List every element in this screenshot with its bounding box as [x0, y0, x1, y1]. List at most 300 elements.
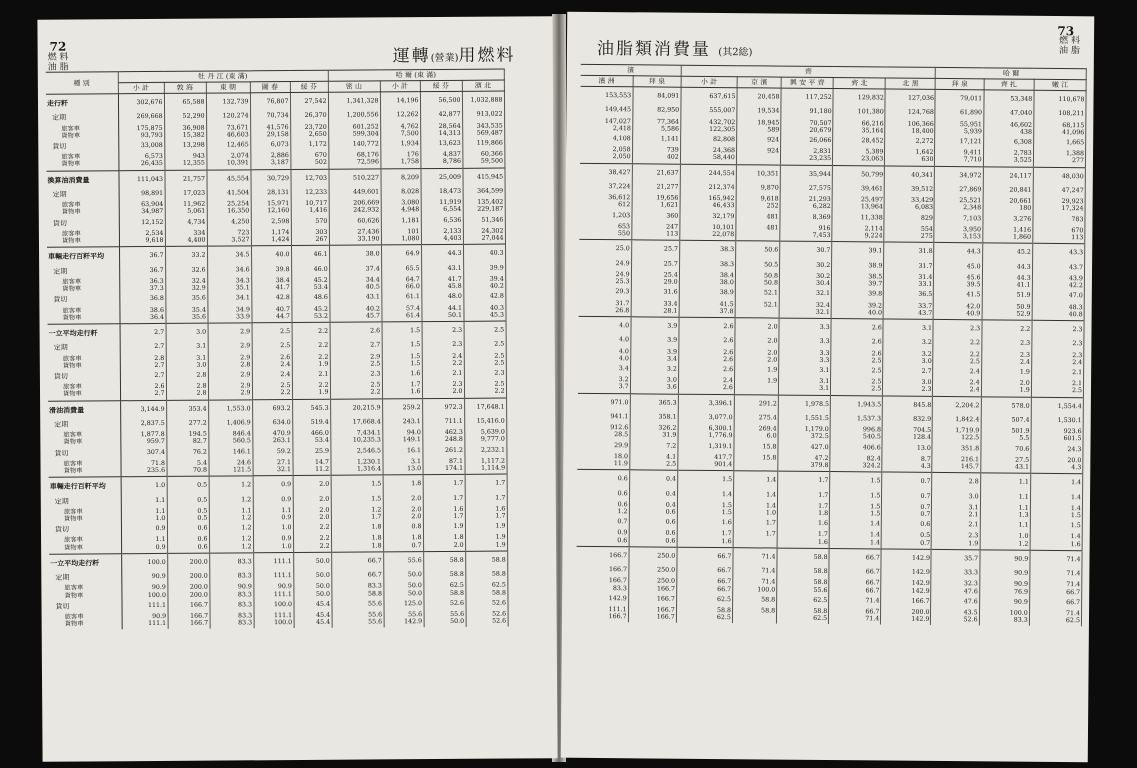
- corner-label: [1059, 36, 1080, 56]
- cell-value: 1.7: [495, 512, 506, 520]
- cell-value: 55.6: [408, 611, 423, 619]
- data-cell: [736, 164, 781, 241]
- row-label: 旅客車: [62, 278, 82, 286]
- cell-value: 45.2: [313, 305, 328, 313]
- cell-value: 248.8: [444, 436, 463, 444]
- cell-value: 40.9: [966, 309, 981, 318]
- cell-value: 11,962: [183, 200, 206, 209]
- cell-value: 3.2: [618, 376, 629, 384]
- data-cell: [209, 476, 254, 553]
- cell-value: 507.4: [1011, 416, 1030, 424]
- cell-value: 7,103: [963, 214, 982, 222]
- cell-value: 3.9: [667, 336, 678, 344]
- cell-value: 22,078: [712, 231, 735, 239]
- cell-value: 35,164: [861, 127, 884, 135]
- cell-value: 2.1: [968, 521, 979, 529]
- row-label: 定期: [53, 267, 68, 276]
- cell-value: 0.4: [665, 490, 676, 498]
- cell-value: 2.7: [154, 328, 165, 336]
- cell-value: 519.4: [310, 418, 329, 426]
- cell-value: 17,648.1: [476, 403, 505, 411]
- cell-value: 2.6: [723, 355, 734, 363]
- cell-value: 40.8: [1068, 310, 1083, 318]
- row-label: 貨物車: [63, 438, 83, 446]
- cell-value: 71.4: [1066, 581, 1081, 589]
- cell-value: 60,626: [357, 217, 380, 225]
- cell-value: 142.9: [911, 568, 930, 577]
- cell-value: 9,618: [760, 195, 779, 203]
- cell-value: 417.7: [714, 453, 733, 462]
- cell-value: 1.2: [241, 524, 252, 532]
- cell-value: [734, 614, 775, 622]
- cell-value: 71.4: [1065, 610, 1081, 618]
- data-cell: [576, 546, 629, 623]
- data-cell: [885, 89, 936, 166]
- data-cell: [330, 322, 383, 399]
- cell-value: 0.5: [197, 507, 208, 515]
- row-label: 定期: [53, 343, 68, 352]
- cell-value: 2.6: [280, 353, 291, 361]
- cell-value: 46.1: [313, 251, 328, 259]
- data-cell: [251, 246, 292, 323]
- cell-value: 569,487: [476, 129, 503, 137]
- data-cell: [208, 399, 253, 476]
- cell-value: 110,678: [1058, 96, 1085, 104]
- data-cell: [578, 316, 631, 393]
- cell-value: 5.4: [196, 459, 208, 467]
- cell-value: 38.6: [149, 306, 164, 314]
- cell-value: 1,642: [915, 149, 934, 157]
- cell-value: 3.4: [618, 365, 629, 373]
- page-title: [597, 34, 753, 60]
- cell-value: 12,465: [226, 141, 249, 149]
- cell-value: 235.6: [147, 466, 166, 475]
- cell-value: 2.0: [767, 356, 778, 364]
- cell-value: 554: [920, 225, 933, 233]
- cell-value: 21,637: [656, 169, 679, 177]
- data-cell: [380, 168, 421, 245]
- data-cell: [252, 322, 293, 399]
- cell-value: 2,886: [270, 152, 289, 160]
- cell-value: 1.7: [495, 494, 506, 502]
- cell-value: 1,665: [1066, 139, 1085, 147]
- data-cell: [121, 553, 168, 629]
- cell-value: 32.1: [815, 290, 831, 298]
- cell-value: 2.5: [370, 381, 381, 389]
- cell-value: 275.4: [758, 414, 777, 422]
- cell-value: 41.1: [1016, 281, 1031, 289]
- cell-value: 0.7: [920, 539, 931, 547]
- cell-value: 2.5: [969, 357, 980, 366]
- cell-value: 93,793: [140, 131, 163, 139]
- data-cell: [881, 549, 932, 626]
- cell-value: 2.5: [280, 342, 291, 350]
- cell-value: 56,500: [438, 96, 461, 105]
- cell-value: 244,554: [708, 169, 735, 177]
- cell-value: 924: [767, 136, 780, 144]
- cell-value: 33.9: [235, 313, 251, 321]
- cell-value: 83.3: [237, 558, 252, 566]
- data-cell: [167, 476, 210, 553]
- cell-value: 3,080: [401, 199, 420, 207]
- cell-value: 4.1: [666, 453, 677, 461]
- cell-value: 2.1: [318, 370, 329, 378]
- cell-value: 23,235: [809, 155, 832, 163]
- cell-value: 71.4: [865, 615, 880, 623]
- row-label: 貨物車: [61, 208, 81, 217]
- cell-value: 24.6: [236, 459, 252, 467]
- cell-value: 1.4: [869, 539, 881, 547]
- cell-value: 24.9: [615, 271, 630, 279]
- cell-value: 2.0: [319, 480, 330, 489]
- cell-value: 45.3: [489, 311, 505, 319]
- cell-value: 2.8: [196, 382, 207, 390]
- cell-value: 1.6: [410, 388, 421, 396]
- cell-value: 2.5: [494, 352, 505, 360]
- cell-value: 2.3: [452, 326, 463, 334]
- cell-value: 972.3: [444, 403, 463, 411]
- data-cell: [632, 87, 681, 164]
- cell-value: 1.7: [818, 491, 829, 499]
- cell-value: 47.2: [814, 454, 829, 462]
- cell-value: 82.7: [192, 437, 207, 446]
- cell-value: 846.4: [232, 430, 251, 438]
- data-cell: [677, 470, 734, 547]
- cell-value: 2.5: [280, 327, 291, 336]
- cell-value: 13,298: [182, 141, 205, 149]
- cell-value: 6,083: [914, 204, 934, 212]
- cell-value: 149,445: [604, 106, 632, 114]
- cell-value: 1,179.0: [804, 425, 829, 434]
- cell-value: 1,181: [401, 216, 420, 224]
- cell-value: 353.4: [188, 405, 207, 413]
- data-cell: [118, 170, 165, 247]
- column-header: 齊 北: [833, 78, 885, 89]
- cell-value: 1,877.8: [140, 431, 165, 439]
- cell-value: 2.3: [452, 381, 463, 389]
- cell-value: 941.1: [610, 412, 629, 421]
- data-cell: [629, 393, 678, 470]
- cell-value: 90.9: [152, 613, 167, 621]
- cell-value: 129,832: [857, 94, 884, 102]
- section-row: [49, 551, 550, 631]
- data-cell: [983, 90, 1034, 167]
- cell-value: 1.9: [767, 366, 778, 374]
- cell-value: 432,702: [709, 118, 736, 126]
- cell-value: 153,553: [605, 92, 632, 100]
- row-label: 貨物車: [63, 390, 82, 399]
- header-group: 濱: [581, 64, 681, 76]
- cell-value: 50.0: [315, 590, 330, 598]
- cell-value: 66.7: [717, 578, 732, 586]
- data-cell: [932, 473, 981, 550]
- cell-value: 111.1: [608, 606, 627, 614]
- cell-value: 111.1: [273, 590, 292, 598]
- cell-value: 44.3: [447, 250, 462, 258]
- row-labels: [48, 324, 121, 401]
- cell-value: 18.0: [613, 452, 629, 461]
- row-label: 旅客車: [62, 383, 82, 391]
- cell-value: 1.0: [1018, 533, 1029, 541]
- cell-value: 2.2: [319, 535, 330, 543]
- cell-value: 16,350: [227, 207, 250, 215]
- cell-value: 50.0: [407, 589, 422, 597]
- cell-value: 39.8: [275, 265, 290, 273]
- cell-value: 48.3: [1068, 303, 1083, 311]
- cell-value: 2.6: [723, 337, 734, 345]
- cell-value: 25.0: [615, 245, 630, 253]
- row-label: 車輛走行百粁平均: [48, 251, 105, 262]
- row-label: 換算油消費量: [47, 175, 90, 185]
- data-cell: [734, 394, 779, 471]
- cell-value: 2,546.5: [356, 446, 381, 455]
- cell-value: 1.5: [870, 510, 881, 518]
- cell-value: 4,108: [612, 135, 631, 143]
- title-part: 油脂類消費量: [596, 38, 712, 60]
- cell-value: 415,945: [476, 173, 504, 181]
- cell-value: 111,043: [136, 175, 164, 183]
- cell-value: 39,461: [860, 185, 884, 193]
- cell-value: 43.5: [963, 609, 978, 617]
- cell-value: 783: [1071, 215, 1084, 223]
- cell-value: 17,023: [183, 189, 206, 197]
- cell-value: 971.0: [610, 398, 629, 406]
- cell-value: 25.3: [615, 278, 630, 286]
- cell-value: 35,944: [808, 170, 832, 178]
- data-cell: [423, 551, 466, 627]
- cell-value: 18,945: [757, 118, 780, 127]
- cell-value: 37,224: [608, 183, 631, 191]
- cell-value: 26.8: [615, 306, 630, 315]
- cell-value: 146.1: [232, 447, 251, 455]
- cell-value: 6,282: [812, 203, 831, 211]
- cell-value: 5,389: [865, 148, 884, 156]
- data-cell: [329, 245, 382, 322]
- cell-value: 2.5: [494, 326, 505, 334]
- cell-value: 165,942: [708, 195, 735, 203]
- cell-value: 578.0: [1011, 402, 1030, 410]
- cell-value: 2.0: [452, 388, 463, 396]
- cell-value: 43.7: [1068, 263, 1084, 271]
- data-cell: [166, 323, 209, 400]
- cell-value: 4.3: [1071, 464, 1082, 472]
- cell-value: 343,535: [476, 122, 503, 130]
- cell-value: 406.6: [862, 443, 881, 451]
- cell-value: 83.3: [367, 582, 382, 590]
- row-label: 貨物車: [62, 285, 82, 293]
- cell-value: 66.7: [865, 586, 880, 595]
- cell-value: 45.7: [365, 312, 381, 320]
- cell-value: 41.7: [275, 284, 290, 292]
- cell-value: 0.6: [617, 500, 628, 509]
- cell-value: 55.6: [407, 556, 422, 565]
- cell-value: 206,669: [353, 199, 380, 207]
- cell-value: 5,586: [660, 125, 680, 133]
- cell-value: 166.7: [608, 566, 628, 574]
- cell-value: 0.5: [197, 496, 208, 504]
- cell-value: 3,396.1: [708, 399, 733, 407]
- cell-value: 38.4: [275, 276, 290, 285]
- cell-value: 0.9: [617, 529, 628, 537]
- cell-value: 1.1: [155, 496, 166, 504]
- row-labels: [49, 554, 122, 631]
- cell-value: 670: [1071, 227, 1084, 235]
- cell-value: 599,304: [352, 130, 379, 138]
- data-cell: [933, 319, 982, 396]
- cell-value: 3,527: [231, 236, 250, 244]
- data-cell: [290, 169, 329, 246]
- row-label: 貨切: [54, 525, 70, 534]
- cell-value: 62.5: [716, 614, 731, 622]
- cell-value: 62.5: [1065, 617, 1080, 625]
- cell-value: 62.5: [449, 582, 464, 590]
- cell-value: 45.4: [315, 600, 331, 608]
- cell-value: 142.9: [404, 618, 423, 626]
- data-cell: [462, 168, 505, 245]
- cell-value: 2.0: [319, 495, 330, 503]
- data-cell: [331, 475, 384, 552]
- cell-value: 33.3: [963, 569, 979, 577]
- cell-value: 24.3: [1067, 445, 1082, 453]
- data-cell: [1033, 90, 1086, 167]
- cell-value: 40.3: [489, 304, 505, 312]
- data-cell: [776, 548, 829, 625]
- cell-value: 32.6: [191, 266, 206, 274]
- cell-value: 66.7: [367, 571, 382, 579]
- cell-value: 50,799: [861, 170, 884, 179]
- cell-value: 124,768: [907, 108, 934, 117]
- oil-table: [576, 64, 1087, 627]
- cell-value: 291.2: [758, 399, 777, 408]
- cell-value: 58.8: [449, 570, 464, 579]
- cell-value: 1.5: [870, 477, 881, 485]
- cell-value: 637,615: [709, 92, 736, 101]
- cell-value: 166.7: [911, 597, 930, 605]
- cell-value: 27,869: [959, 186, 982, 194]
- cell-value: 47.0: [1068, 292, 1083, 300]
- cell-value: 1.1: [1018, 504, 1029, 512]
- data-cell: [209, 553, 254, 629]
- data-cell: [423, 475, 466, 552]
- cell-value: 12,262: [396, 111, 419, 119]
- row-label: 定期: [54, 420, 69, 429]
- cell-value: 466.0: [310, 429, 329, 438]
- data-cell: [383, 475, 424, 552]
- cell-value: 2.3: [1072, 326, 1083, 334]
- data-cell: [120, 400, 167, 477]
- cell-value: 31.9: [662, 431, 677, 440]
- cell-value: 1.7: [453, 494, 464, 502]
- cell-value: 31.7: [918, 262, 933, 270]
- cell-value: 653: [617, 223, 631, 231]
- cell-value: 28.1: [663, 307, 678, 315]
- cell-value: 52.1: [763, 289, 778, 297]
- cell-value: 135,402: [477, 198, 504, 206]
- cell-value: 18,473: [439, 187, 462, 195]
- cell-value: 0.9: [281, 481, 292, 489]
- cell-value: 50.6: [764, 246, 779, 254]
- cell-value: 58.8: [813, 579, 828, 587]
- cell-value: 100.0: [273, 600, 293, 608]
- cell-value: 1.0: [281, 524, 292, 532]
- cell-value: 2.6: [723, 365, 734, 374]
- cell-value: 90.9: [277, 583, 292, 591]
- section-row: [48, 397, 549, 477]
- data-cell: [464, 321, 507, 398]
- row-label: 旅客車: [64, 536, 83, 545]
- data-cell: [291, 246, 330, 323]
- cell-value: 36,612: [608, 194, 631, 202]
- cell-value: 2.7: [154, 343, 165, 351]
- cell-value: 35.6: [191, 313, 207, 321]
- cell-value: 2.5: [666, 460, 677, 468]
- column-header: 敦 海: [164, 82, 206, 93]
- cell-value: 33,008: [140, 141, 163, 150]
- row-label: 定期: [52, 113, 67, 123]
- cell-value: 62.5: [813, 615, 828, 623]
- cell-value: 32,179: [712, 212, 735, 220]
- cell-value: 145.7: [960, 463, 979, 471]
- cell-value: 2.0: [411, 513, 422, 521]
- cell-value: 1,978.5: [804, 400, 830, 408]
- cell-value: 2,058: [612, 146, 631, 154]
- cell-value: 545.3: [310, 404, 329, 412]
- row-label: 一立平均走行粁: [50, 558, 100, 568]
- data-cell: [631, 163, 680, 240]
- cell-value: 27.5: [1015, 456, 1030, 464]
- cell-value: 916: [818, 224, 831, 232]
- data-cell: [166, 400, 209, 477]
- cell-value: 200.0: [189, 558, 208, 566]
- cell-value: 0.6: [617, 536, 628, 544]
- cell-value: 47,040: [1010, 109, 1033, 118]
- cell-value: 1,172: [308, 140, 327, 148]
- row-label: 旅客車: [63, 460, 83, 468]
- cell-value: 11,919: [439, 199, 462, 207]
- cell-value: 2,534: [145, 229, 164, 237]
- cell-value: 470.9: [272, 430, 291, 438]
- cell-value: 36.3: [149, 277, 164, 285]
- cell-value: 2.9: [240, 328, 251, 336]
- cell-value: 90.9: [237, 583, 252, 591]
- cell-value: 212,374: [708, 183, 735, 192]
- cell-value: 1.2: [241, 481, 252, 489]
- cell-value: 166.7: [656, 606, 675, 614]
- cell-value: 62.5: [813, 596, 828, 604]
- cell-value: 3.4: [666, 355, 678, 363]
- cell-value: 35.7: [964, 555, 979, 563]
- cell-value: 33.2: [191, 251, 206, 260]
- section-row: [46, 91, 547, 171]
- data-cell: [680, 87, 737, 164]
- cell-value: 2.1: [452, 369, 463, 377]
- cell-value: 166.7: [190, 612, 209, 620]
- cell-value: 1.8: [818, 509, 829, 517]
- cell-value: 589: [767, 126, 780, 134]
- cell-value: 1.2: [241, 514, 252, 522]
- cell-value: 1.7: [495, 479, 506, 487]
- cell-value: 0.7: [411, 541, 422, 549]
- data-cell: [120, 323, 167, 400]
- cell-value: 259.2: [402, 403, 421, 411]
- data-cell: [465, 474, 508, 551]
- cell-value: 1.4: [766, 476, 777, 484]
- cell-value: 1,776.9: [708, 432, 733, 440]
- cell-value: 1.7: [818, 502, 829, 510]
- cell-value: 704.5: [913, 426, 932, 435]
- cell-value: 1,424: [271, 236, 290, 244]
- data-cell: [206, 93, 251, 170]
